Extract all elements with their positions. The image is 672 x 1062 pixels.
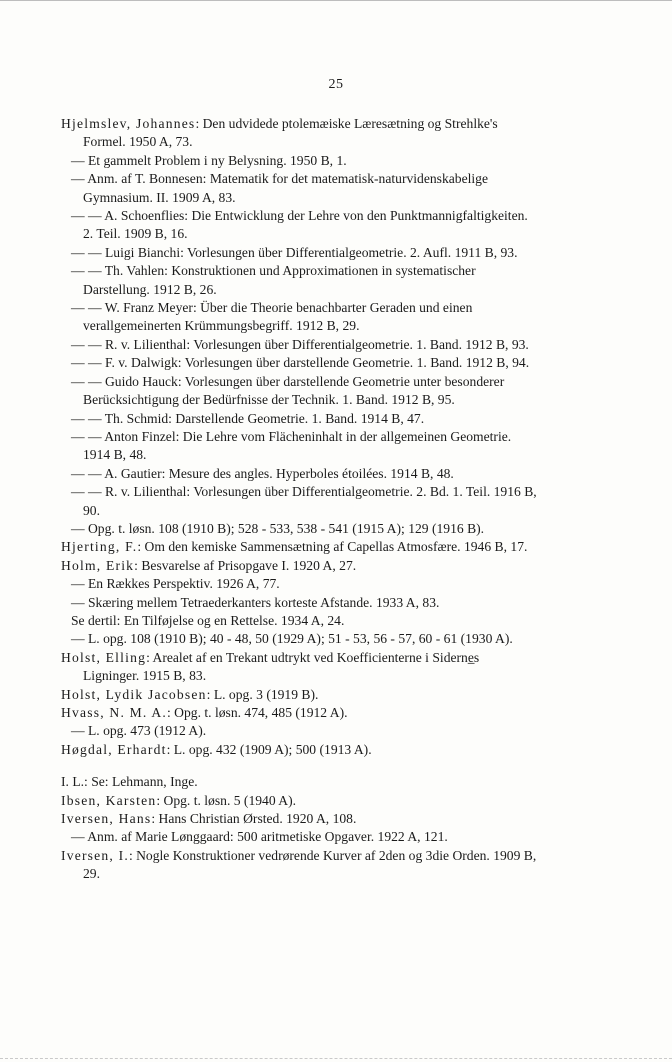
- entry-text: : L. opg. 432 (1909 A); 500 (1913 A).: [166, 741, 372, 757]
- index-subentry: [61, 262, 537, 299]
- index-entry: [61, 649, 537, 686]
- index-subentry: [61, 722, 537, 740]
- section-gap: [61, 759, 537, 773]
- entry-text: I. L.: Se: Lehmann, Inge.: [61, 774, 198, 790]
- entry-author: Holm, Erik: [61, 557, 135, 573]
- entry-author: Høgdal, Erhardt: [61, 741, 167, 757]
- entry-text: : Arealet af en Trekant udtrykt ved Koefficienterne i Siderne̲s Ligninger. 1915 B, 83.: [83, 649, 480, 684]
- index-subentry: [61, 410, 537, 428]
- index-subentry: [61, 354, 537, 372]
- entry-text: — En Rækkes Perspektiv. 1926 A, 77.: [71, 576, 280, 592]
- entry-text: — Anm. af T. Bonnesen: Matematik for det matematisk-naturvidenskabelige Gymnasium. II. 1909 A, 83.: [71, 171, 489, 205]
- entry-text: : Den udvidede ptolemæiske Læresætning og Strehlke's Formel. 1950 A, 73.: [83, 116, 498, 150]
- index-entry: [61, 773, 537, 791]
- entry-text: — Skæring mellem Tetraederkanters korteste Afstande. 1933 A, 83.: [71, 594, 440, 610]
- index-subentry: [61, 170, 537, 207]
- entry-text: : Om den kemiske Sammensætning af Capellas Atmosfære. 1946 B, 17.: [137, 539, 528, 555]
- top-rule: [0, 0, 672, 1]
- entry-text: : Hans Christian Ørsted. 1920 A, 108.: [151, 811, 357, 827]
- index-subentry: [61, 152, 537, 170]
- index-subentry: [61, 483, 537, 520]
- entry-text: : Opg. t. løsn. 5 (1940 A).: [156, 792, 297, 808]
- index-entry: [61, 704, 537, 722]
- index-entries: [61, 115, 537, 884]
- entry-text: — — R. v. Lilienthal: Vorlesungen über Differentialgeometrie. 2. Bd. 1. Teil. 1916 B, 90.: [71, 484, 537, 518]
- index-subentry: [61, 244, 537, 262]
- entry-text: — Opg. t. løsn. 108 (1910 B); 528 - 533, 538 - 541 (1915 A); 129 (1916 B).: [71, 520, 485, 536]
- index-subentry: [61, 207, 537, 244]
- entry-text: — L. opg. 473 (1912 A).: [71, 723, 207, 739]
- entry-text: — — Th. Schmid: Darstellende Geometrie. 1. Band. 1914 B, 47.: [71, 410, 425, 426]
- entry-author: Ibsen, Karsten: [61, 792, 157, 808]
- entry-author: Holst, Lydik Jacobsen: [61, 686, 207, 702]
- entry-text: — Et gammelt Problem i ny Belysning. 1950 B, 1.: [71, 152, 347, 168]
- index-subentry: [61, 299, 537, 336]
- index-entry: [61, 741, 537, 759]
- entry-text: — — Luigi Bianchi: Vorlesungen über Differentialgeometrie. 2. Aufl. 1911 B, 93.: [71, 244, 518, 260]
- entry-author: Iversen, Hans: [61, 811, 152, 827]
- entry-author: Hjelmslev, Johannes: [61, 116, 196, 131]
- index-subentry: [61, 630, 537, 648]
- index-subentry: [61, 575, 537, 593]
- entry-text: : Opg. t. løsn. 474, 485 (1912 A).: [167, 705, 348, 720]
- entry-text: — — R. v. Lilienthal: Vorlesungen über Differentialgeometrie. 1. Band. 1912 B, 93.: [71, 336, 529, 352]
- index-subentry: [61, 428, 537, 465]
- entry-text: — — Anton Finzel: Die Lehre vom Flächeninhalt in der allgemeinen Geometrie. 1914 B, 48.: [71, 428, 512, 463]
- entry-author: Iversen, I.: [61, 847, 129, 863]
- index-subentry: [61, 336, 537, 354]
- entry-text: : L. opg. 3 (1919 B).: [206, 686, 319, 702]
- entry-text: — L. opg. 108 (1910 B); 40 - 48, 50 (1929 A); 51 - 53, 56 - 57, 60 - 61 (1930 A).: [71, 631, 513, 647]
- index-entry: [61, 810, 537, 828]
- index-subentry: [61, 594, 537, 631]
- index-entry: [61, 792, 537, 810]
- index-entry: [61, 686, 537, 704]
- entry-text: — — W. Franz Meyer: Über die Theorie benachbarter Geraden und einen verallgemeinerten Krümmungsbegriff. 1912 B, 29.: [71, 300, 473, 334]
- index-subentry: [61, 465, 537, 483]
- index-entry: [61, 847, 537, 884]
- entry-text: — — A. Schoenflies: Die Entwicklung der Lehre von den Punktmannigfaltigkeiten. 2. Teil. 1909 B, 16.: [71, 208, 528, 242]
- entry-extra: Se dertil: En Tilføjelse og en Rettelse. 1934 A, 24.: [71, 612, 345, 628]
- entry-text: — — Guido Hauck: Vorlesungen über darstellende Geometrie unter besonderer Berücksichtigung der Bedürfnisse der Technik. 1. Band. 1912 B, 95.: [71, 373, 505, 408]
- entry-text: : Nogle Konstruktioner vedrørende Kurver af 2den og 3die Orden. 1909 B, 29.: [83, 847, 537, 882]
- bottom-rule: [0, 1058, 672, 1059]
- entry-author: Hjerting, F.: [61, 539, 138, 555]
- index-subentry: [61, 373, 537, 410]
- entry-text: — — A. Gautier: Mesure des angles. Hyperboles étoilées. 1914 B, 48.: [71, 465, 454, 481]
- index-entry: [61, 557, 537, 575]
- entry-text: : Besvarelse af Prisopgave I. 1920 A, 27.: [134, 557, 357, 573]
- index-subentry: [61, 828, 537, 846]
- index-subentry: [61, 520, 537, 538]
- entry-text: — Anm. af Marie Lønggaard: 500 aritmetiske Opgaver. 1922 A, 121.: [71, 829, 448, 845]
- entry-text: — — F. v. Dalwigk: Vorlesungen über darstellende Geometrie. 1. Band. 1912 B, 94.: [71, 355, 530, 371]
- entry-author: Hvass, N. M. A.: [61, 705, 167, 720]
- page-number: 25: [328, 77, 344, 92]
- index-entry: [61, 538, 537, 556]
- index-entry: [61, 115, 537, 152]
- entry-author: Holst, Elling: [61, 649, 147, 665]
- entry-text: — — Th. Vahlen: Konstruktionen und Approximationen in systematischer Darstellung. 1912 B, 26.: [71, 263, 476, 297]
